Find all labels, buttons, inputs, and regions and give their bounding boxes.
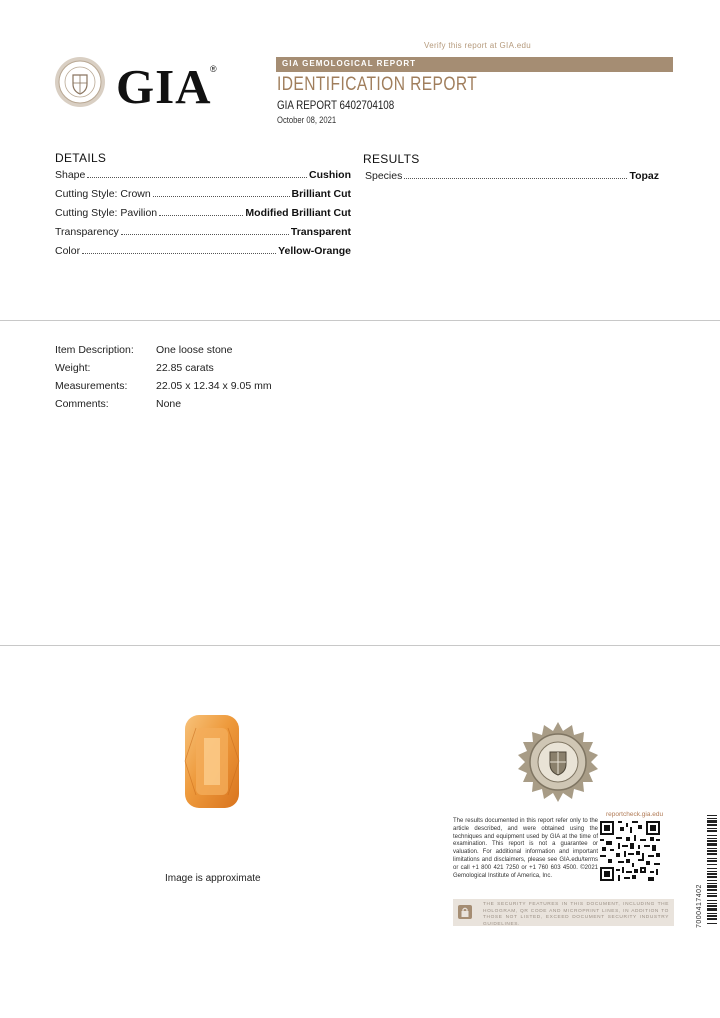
info-label: Weight:: [55, 362, 91, 374]
detail-label: Transparency: [55, 226, 119, 238]
vertical-report-code: 7000417402: [696, 884, 703, 928]
gia-logo-text: GIA: [116, 59, 212, 114]
details-list: [55, 169, 351, 264]
detail-label: Shape: [55, 169, 86, 181]
info-value: 22.85 carats: [156, 362, 214, 374]
info-label: Comments:: [55, 398, 109, 410]
divider: [0, 320, 720, 321]
info-row: [55, 362, 315, 380]
details-heading: DETAILS: [55, 151, 107, 165]
detail-value: Modified Brilliant Cut: [245, 207, 351, 219]
detail-value: Transparent: [290, 226, 351, 238]
info-label: Item Description:: [55, 344, 134, 356]
detail-label: Color: [55, 245, 81, 257]
report-title: IDENTIFICATION REPORT: [277, 74, 478, 95]
report-date: October 08, 2021: [277, 115, 337, 125]
detail-row: [55, 188, 351, 207]
results-heading: RESULTS: [363, 152, 420, 166]
detail-value: Cushion: [309, 169, 351, 181]
reportcheck-link[interactable]: reportcheck.gia.edu: [606, 811, 664, 818]
banner-text: GIA GEMOLOGICAL REPORT: [282, 59, 417, 68]
gia-seal-icon: [54, 56, 106, 108]
detail-label: Cutting Style: Pavilion: [55, 207, 158, 219]
results-list: [365, 170, 659, 189]
hologram-seal-icon: [518, 722, 598, 802]
info-row: [55, 398, 315, 416]
registered-mark: ®: [210, 64, 217, 74]
security-text: THE SECURITY FEATURES IN THIS DOCUMENT, INCLUDING THE HOLOGRAM, QR CODE AND MICROPRINT LINES, IN ADDITION TO THOSE NOT LISTED, EXCEED DOCUMENT SECURITY INDUSTRY GUIDELINES.: [483, 902, 669, 927]
detail-label: Cutting Style: Crown: [55, 188, 151, 200]
security-notice: [453, 899, 674, 926]
detail-row: [55, 245, 351, 264]
disclaimer-text: The results documented in this report refer only to the article described, and were obtained using the techniques and equipment used by GIA at the time of examination. This report is not a guarantee or valuation. For additional information and important limitations and disclaimers, please see GIA.edu/terms or call +1 800 421 7250 or +1 760 603 4500. ©2021 Gemological Institute of America, Inc.: [453, 818, 598, 879]
info-label: Measurements:: [55, 380, 128, 392]
info-row: [55, 344, 315, 362]
gemstone-image: [184, 714, 240, 809]
detail-value: Yellow-Orange: [278, 245, 351, 257]
divider: [0, 645, 720, 646]
detail-row: [55, 226, 351, 245]
info-value: One loose stone: [156, 344, 233, 356]
lock-icon: [458, 905, 472, 919]
info-value: 22.05 x 12.34 x 9.05 mm: [156, 380, 272, 392]
detail-row: [55, 169, 351, 188]
report-number: GIA REPORT 6402704108: [277, 98, 395, 112]
barcode-icon: [707, 815, 717, 927]
result-row: [365, 170, 659, 189]
image-caption: Image is approximate: [165, 873, 261, 884]
detail-row: [55, 207, 351, 226]
qr-code-icon[interactable]: [600, 821, 660, 881]
detail-value: Brilliant Cut: [291, 188, 351, 200]
result-label: Species: [365, 170, 403, 182]
info-value: None: [156, 398, 182, 410]
result-value: Topaz: [629, 170, 659, 182]
item-info: [55, 344, 315, 416]
report-banner: [276, 57, 673, 72]
verify-link-text[interactable]: Verify this report at GIA.edu: [424, 41, 531, 50]
info-row: [55, 380, 315, 398]
